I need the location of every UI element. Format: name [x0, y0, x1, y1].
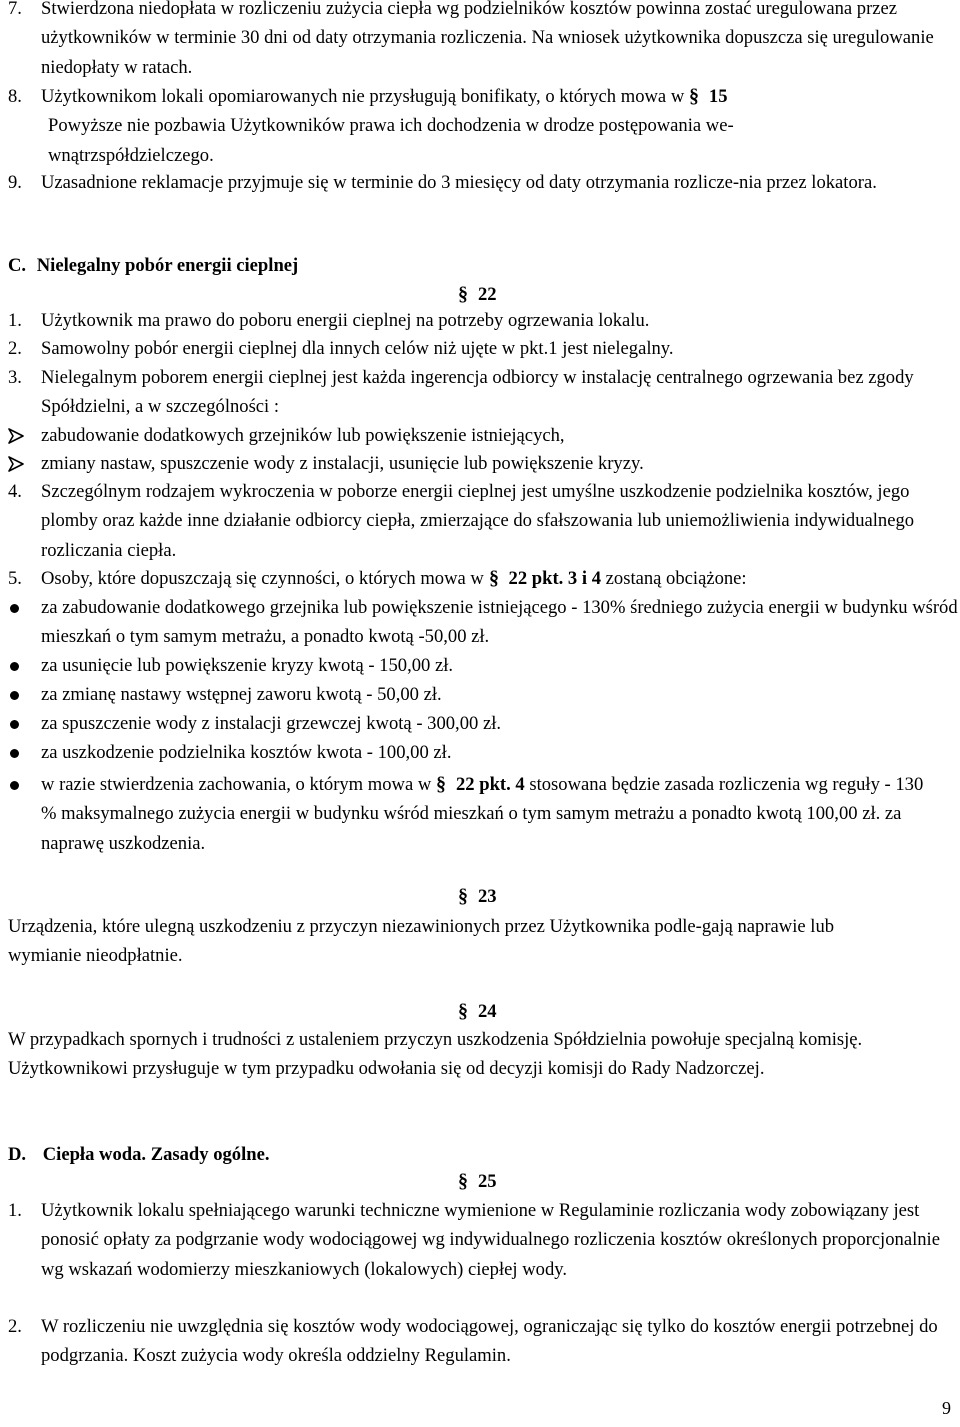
item-number: 1. — [8, 310, 22, 331]
item-number: 1. — [8, 1200, 22, 1221]
svg-text:§: § — [458, 283, 468, 304]
svg-text:§: § — [458, 1170, 468, 1191]
section-sign-icon — [689, 84, 701, 106]
paragraph-heading-23 — [458, 882, 497, 911]
item-number: 5. — [8, 568, 22, 589]
paragraph-heading-25 — [458, 1167, 497, 1196]
list-item-8 — [8, 82, 958, 170]
bullet-icon — [10, 720, 19, 729]
item-text: Nielegalnym poborem energii cieplnej jest każda ingerencja odbiorcy w instalację centralnego ogrzewania bez zgody Spółdzielni, a w szczególności : — [41, 367, 914, 418]
section-label: C. — [8, 255, 27, 276]
item-number: 2. — [8, 338, 22, 359]
item-text: Uzasadnione reklamacje przyjmuje się w terminie do 3 miesięcy od daty otrzymania rozlicze-nia przez lokatora. — [41, 172, 877, 193]
svg-text:§: § — [688, 85, 699, 106]
svg-text:§: § — [435, 773, 446, 794]
section-label: D. — [8, 1144, 27, 1165]
svg-text:§: § — [458, 885, 468, 906]
list-item-25-2 — [8, 1312, 958, 1371]
list-item-9 — [8, 168, 958, 197]
item-number: 2. — [8, 1316, 22, 1337]
bullet-list-item — [8, 680, 958, 709]
item-text — [8, 770, 938, 858]
section-sign-icon — [458, 1169, 470, 1191]
arrow-list-item — [8, 449, 958, 478]
list-item-22-2 — [8, 334, 958, 363]
bullet-list-item — [8, 770, 938, 858]
section-ref: 22 pkt. 3 i 4 — [508, 568, 601, 589]
bullet-icon — [10, 749, 19, 758]
item-number: 9. — [8, 172, 22, 193]
paragraph-number: 24 — [478, 1001, 497, 1022]
section-title: Nielegalny pobór energii cieplnej — [36, 255, 299, 276]
list-item-22-1 — [8, 306, 958, 335]
item-text-b: Powyższe nie pozbawia Użytkowników prawa ich dochodzenia w drodze postępowania we- — [48, 115, 734, 137]
item-number: 7. — [8, 0, 22, 19]
paragraph-number: 23 — [478, 886, 497, 907]
svg-text:§: § — [458, 1000, 468, 1021]
bullet-icon — [10, 691, 19, 700]
section-sign-icon — [436, 772, 448, 794]
bullet-icon — [10, 662, 19, 671]
bullet-list-item — [8, 738, 958, 767]
bullet-list-item — [8, 651, 958, 680]
bullet-list-item — [8, 593, 958, 652]
section-ref: 22 pkt. 4 — [455, 774, 525, 795]
section-sign-icon — [458, 884, 470, 906]
item-text — [8, 82, 958, 111]
svg-text:§: § — [488, 567, 499, 588]
section-sign-icon — [489, 566, 501, 588]
item-text-c: wnątrzspółdzielczego. — [48, 144, 214, 166]
item-text: Szczególnym rodzajem wykroczenia w poborze energii cieplnej jest umyślne uszkodzenie podzielnika kosztów, jego plomby oraz każde inne działanie odbiorcy ciepła, zmierzające do sfałszowania lub uniemożliwienia indywidualnego rozliczania ciepła. — [41, 481, 915, 561]
section-heading-d — [8, 1140, 270, 1169]
paragraph-number: 22 — [478, 284, 497, 305]
page-number: 9 — [942, 1398, 951, 1418]
list-item-22-4 — [8, 477, 958, 565]
item-text: za usunięcie lub powiększenie kryzy kwotą - 150,00 zł. — [41, 655, 454, 676]
item-text-a: w razie stwierdzenia zachowania, o którym mowa w — [41, 774, 432, 795]
item-text: Użytkownik ma prawo do poboru energii cieplnej na potrzeby ogrzewania lokalu. — [41, 310, 650, 331]
item-number: 4. — [8, 481, 22, 502]
paragraph-heading-22 — [458, 280, 497, 309]
arrow-bullet-icon — [8, 456, 24, 472]
item-text: za zmianę nastawy wstępnej zaworu kwotą - 50,00 zł. — [41, 684, 442, 705]
paragraph-number: 25 — [478, 1171, 497, 1192]
item-text: zmiany nastaw, spuszczenie wody z instalacji, usunięcie lub powiększenie kryzy. — [41, 453, 644, 474]
paragraph-text-23: Urządzenia, które ulegną uszkodzeniu z przyczyn niezawinionych przez Użytkownika podle-gają naprawie lub wymianie nieodpłatnie. — [8, 916, 835, 967]
item-text: W rozliczeniu nie uwzględnia się kosztów wody wodociągowej, ograniczając się tylko do kosztów energii potrzebnej do podgrzania. Koszt zużycia wody określa oddzielny Regulamin. — [41, 1316, 938, 1367]
item-text: za uszkodzenie podzielnika kosztów kwota - 100,00 zł. — [41, 742, 452, 763]
section-title: Ciepła woda. Zasady ogólne. — [42, 1144, 270, 1165]
item-text-a: Użytkownikom lokali opomiarowanych nie przysługują bonifikaty, o których mowa w — [41, 86, 685, 107]
section-sign-icon — [458, 999, 470, 1021]
item-text-b: zostaną obciążone: — [605, 568, 747, 589]
section-sign-icon — [458, 282, 470, 304]
item-text — [8, 564, 958, 593]
bullet-list-item — [8, 709, 958, 738]
item-text: Użytkownik lokalu spełniającego warunki techniczne wymienione w Regulaminie rozliczania wody zobowiązany jest ponosić opłaty za podgrzanie wody wodociągowej wg indywidualnego rozliczenia kosztów określonych proporcjonalnie wg wskazań wodomierzy mieszkaniowych (lokalowych) ciepłej wody. — [41, 1200, 940, 1280]
paragraph-heading-24 — [458, 997, 497, 1026]
bullet-icon — [10, 604, 19, 613]
list-item-7 — [8, 0, 958, 82]
item-text-a: Osoby, które dopuszczają się czynności, o których mowa w — [41, 568, 484, 589]
item-text: za spuszczenie wody z instalacji grzewczej kwotą - 300,00 zł. — [41, 713, 502, 734]
section-heading-c — [8, 251, 298, 280]
list-item-22-5 — [8, 564, 958, 593]
item-number: 3. — [8, 367, 22, 388]
item-number: 8. — [8, 86, 22, 107]
paragraph-text-24: W przypadkach spornych i trudności z ustaleniem przyczyn uszkodzenia Spółdzielnia powołuje specjalną komisję. Użytkownikowi przysługuje w tym przypadku odwołania się od decyzji komisji do Rady Nadzorczej. — [8, 1029, 863, 1080]
item-text-b: stosowana będzie zasada rozliczenia wg reguły - 130 % maksymalnego zużycia energii w budynku wśród mieszkań o tym samym metrażu a ponadto kwotą 100,00 zł. za naprawę uszkodzenia. — [41, 774, 924, 854]
arrow-list-item — [8, 421, 958, 450]
item-text: Samowolny pobór energii cieplnej dla innych celów niż ujęte w pkt.1 jest nielegalny. — [41, 338, 674, 359]
item-text: zabudowanie dodatkowych grzejników lub powiększenie istniejących, — [41, 425, 565, 446]
list-item-22-3 — [8, 363, 958, 422]
list-item-25-1 — [8, 1196, 958, 1284]
item-text: Stwierdzona niedopłata w rozliczeniu zużycia ciepła wg podzielników kosztów powinna zostać uregulowana przez użytkowników w terminie 30 dni od daty otrzymania rozliczenia. Na wniosek użytkownika dopuszcza się uregulowanie niedopłaty w ratach. — [41, 0, 934, 78]
arrow-bullet-icon — [8, 428, 24, 444]
section-ref: 15 — [708, 86, 728, 107]
item-text: za zabudowanie dodatkowego grzejnika lub powiększenie istniejącego - 130% średniego zużycia energii w budynku wśród mieszkań o tym samym metrażu, a ponadto kwotą -50,00 zł. — [41, 597, 958, 648]
bullet-icon — [10, 781, 19, 790]
